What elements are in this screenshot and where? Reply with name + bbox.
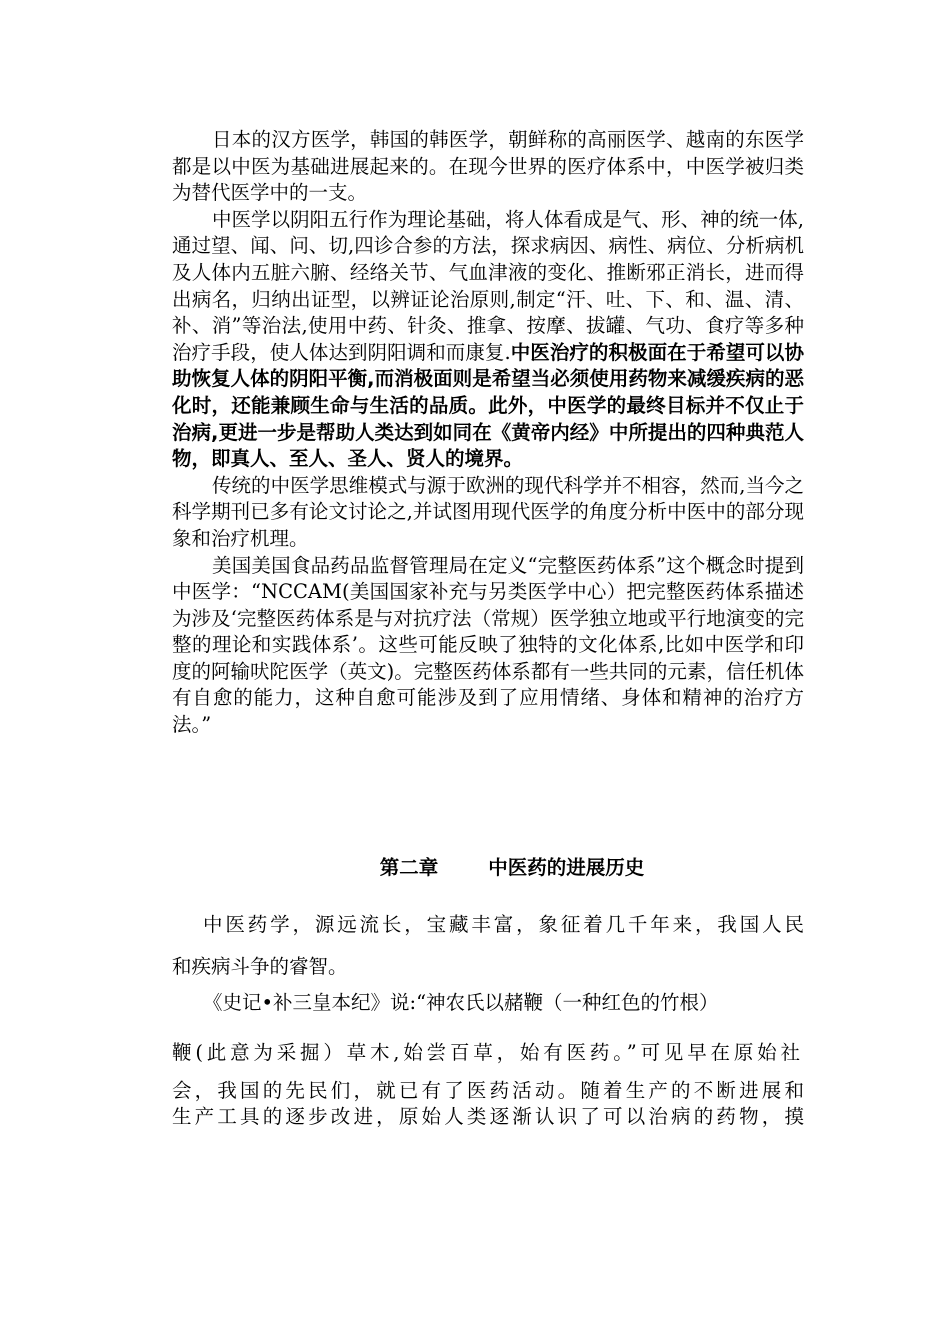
paragraph-1: 日本的汉方医学，韩国的韩医学，朝鲜称的高丽医学、越南的东医学都是以中医为基础进展起来的。在现今世界的医疗体系中，中医学被归类为替代医学中的一支。: [172, 128, 804, 205]
chapter-number: 第二章: [379, 856, 439, 879]
paragraph-4: 美国美国食品药品监督管理局在定义“完整医药体系”这个概念时提到中医学：“NCCAM(美国国家补充与另类医学中心）把完整医药体系描述为涉及‘完整医药体系是与对抗疗法（常规）医学独立地或平行地演变的完整的理论和实践体系’。这些可能反映了独特的文化体系,比如中医学和印度的阿输吠陀医学（英文)。完整医药体系都有一些共同的元素，信任机体有自愈的能力，这种自愈可能涉及到了应用情绪、身体和精神的治疗方法。”: [172, 553, 804, 737]
paragraph-2: [172, 207, 804, 473]
section-2-line-5: 会，我国的先民们，就已有了医药活动。随着生产的不断进展和: [172, 1079, 804, 1102]
chapter-heading: [0, 852, 950, 880]
body-text-section-1: [172, 127, 804, 739]
section-2-line-6: 生产工具的逐步改进，原始人类逐渐认识了可以治病的药物，摸: [172, 1105, 804, 1128]
paragraph-2-bold-text: 中医治疗的积极面在于希望可以协助恢复人体的阴阳平衡,而消极面则是希望当必须使用药物来减缓疾病的恶化时，还能兼顾生命与生活的品质。此外，中医学的最终目标并不仅止于治病,更进一步是帮助人类达到如同在《黄帝内经》中所提出的四种典范人物，即真人、至人、圣人、贤人的境界。: [172, 340, 804, 471]
section-2-line-2: 和疾病斗争的睿智。: [172, 955, 348, 978]
paragraph-3: 传统的中医学思维模式与源于欧洲的现代科学并不相容，然而,当今之科学期刊已多有论文讨论之,并试图用现代医学的角度分析中医中的部分现象和治疗机理。: [172, 473, 804, 550]
section-2-line-3: 《史记•补三皇本纪》说:“神农氏以赭鞭（一种红色的竹根）: [203, 991, 719, 1014]
chapter-title: 中医药的进展历史: [488, 856, 645, 879]
section-2-line-4: 鞭(此意为采掘）草木,始尝百草，始有医药。”可见早在原始社: [172, 1041, 800, 1064]
section-2-line-1: 中医药学，源远流长，宝藏丰富，象征着几千年来，我国人民: [203, 913, 804, 936]
paragraph-2-text: 中医学以阴阳五行作为理论基础，将人体看成是气、形、神的统一体,通过望、闻、问、切,四诊合参的方法，探求病因、病性、病位、分析病机及人体内五脏六腑、经络关节、气血津液的变化、推断邪正消长，进而得出病名，归纳出证型，以辨证论治原则,制定“汗、吐、下、和、温、清、补、消”等治法,使用中药、针灸、推拿、按摩、拔罐、气功、食疗等多种治疗手段，使人体达到阴阳调和而康复.: [172, 207, 804, 364]
